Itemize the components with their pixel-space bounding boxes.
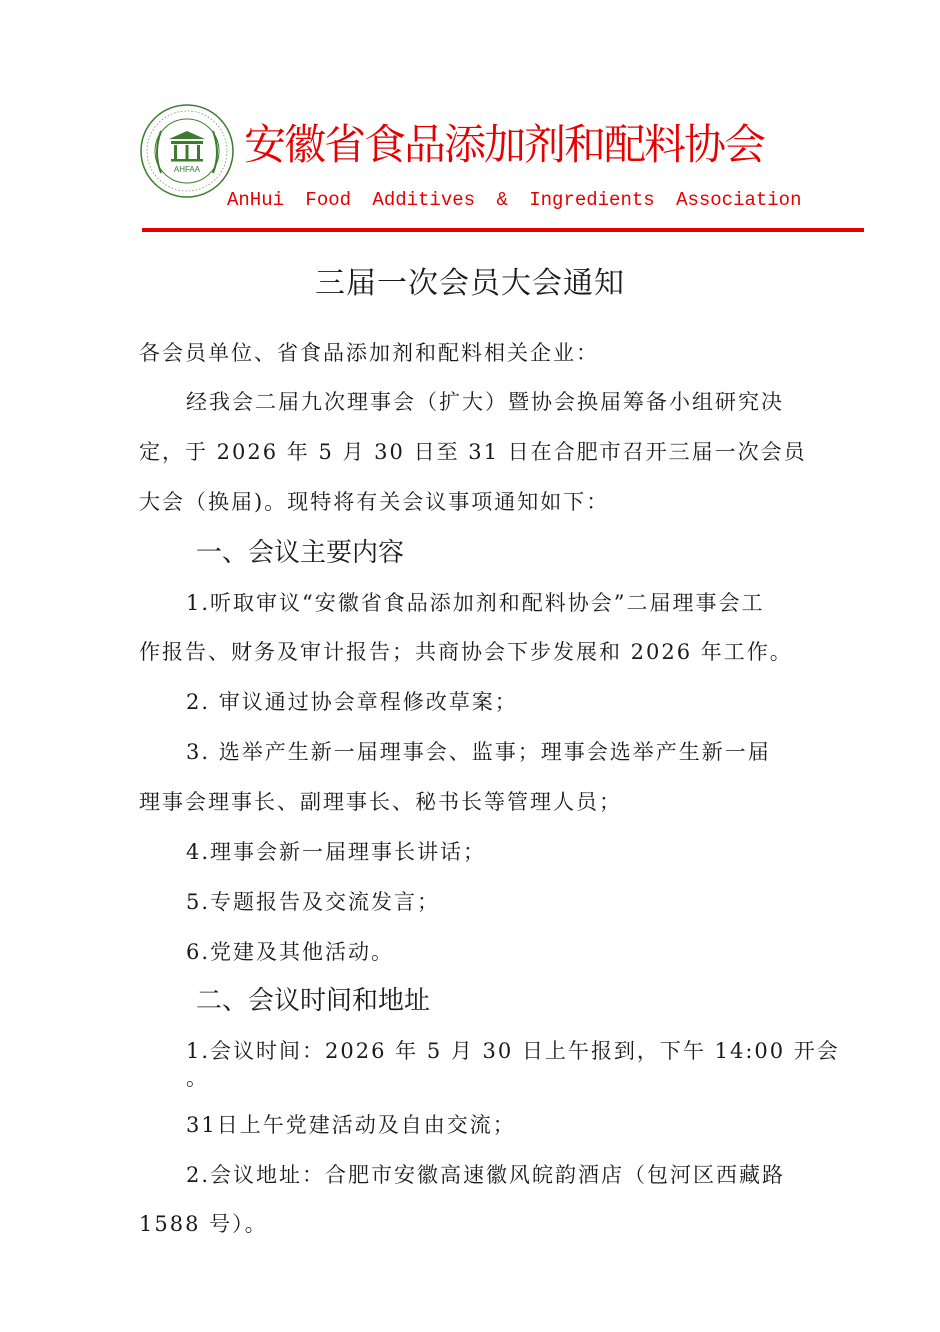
list-item: 4.理事会新一届理事长讲话； [186, 840, 487, 864]
section-heading: 二、会议时间和地址 [196, 986, 431, 1016]
notice-title: 三届一次会员大会通知 [315, 266, 625, 301]
intro-line: 大会（换届)。现特将有关会议事项通知如下： [139, 490, 610, 514]
organization-name-chinese: 安徽省食品添加剂和配料协会 [244, 120, 765, 169]
list-item: 5.专题报告及交流发言； [186, 890, 441, 914]
list-item: 31日上午党建活动及自由交流； [186, 1113, 516, 1137]
list-item: 1.听取审议“安徽省食品添加剂和配料协会”二届理事会工 [186, 591, 765, 615]
list-item: 6.党建及其他活动。 [186, 940, 395, 964]
intro-line: 经我会二届九次理事会（扩大）暨协会换届筹备小组研究决 [186, 390, 784, 414]
section-heading: 一、会议主要内容 [196, 538, 405, 568]
association-seal-logo [139, 103, 235, 199]
header-divider [142, 228, 864, 232]
intro-line: 定，于 2026 年 5 月 30 日至 31 日在合肥市召开三届一次会员 [139, 440, 807, 464]
list-item: 。 [186, 1066, 209, 1090]
list-item: 1.会议时间：2026 年 5 月 30 日上午报到，下午 14:00 开会 [186, 1039, 840, 1063]
list-item: 2.会议地址：合肥市安徽高速徽风皖韵酒店（包河区西藏路 [186, 1163, 786, 1187]
list-item: 2. 审议通过协会章程修改草案； [186, 690, 518, 714]
salutation: 各会员单位、省食品添加剂和配料相关企业： [139, 341, 599, 365]
list-item: 1588 号）。 [139, 1212, 268, 1236]
list-item: 3. 选举产生新一届理事会、监事；理事会选举产生新一届 [186, 740, 771, 764]
list-item: 作报告、财务及审计报告；共商协会下步发展和 2026 年工作。 [139, 640, 793, 664]
list-item: 理事会理事长、副理事长、秘书长等管理人员； [139, 790, 622, 814]
organization-name-english: AnHui Food Additives & Ingredients Association [227, 189, 802, 211]
svg-text:AHFAA: AHFAA [173, 165, 201, 174]
